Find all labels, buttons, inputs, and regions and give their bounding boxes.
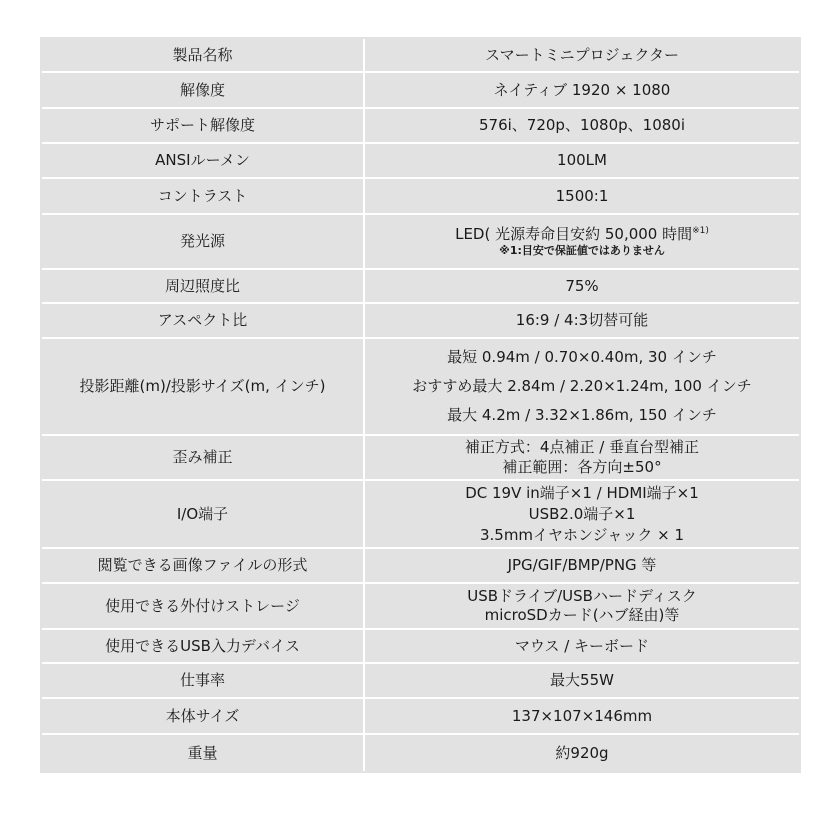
spec-value (365, 339, 799, 436)
spec-value (365, 179, 799, 215)
value-line: 補正方式：4点補正 / 垂直台型補正 (464, 438, 700, 456)
value-line: マウス / キーボード (514, 636, 650, 655)
value-line: JPG/GIF/BMP/PNG 等 (507, 556, 657, 575)
footnote-marker: ※1) (692, 226, 709, 237)
value-line: 3.5mmイヤホンジャック × 1 (479, 525, 685, 544)
spec-value (365, 584, 799, 630)
spec-value (365, 481, 799, 549)
spec-label: 歪み補正 (42, 436, 365, 481)
spec-label: 投影距離(m)/投影サイズ(m, インチ) (42, 339, 365, 436)
spec-value (365, 144, 799, 179)
value-line: 最大 4.2m / 3.32×1.86m, 150 インチ (447, 406, 717, 425)
spec-label: アスペクト比 (42, 304, 365, 339)
spec-label: 使用できる外付けストレージ (42, 584, 365, 630)
spec-label: 周辺照度比 (42, 270, 365, 304)
spec-value (365, 39, 799, 73)
spec-value (365, 73, 799, 109)
value-line: 576i、720p、1080p、1080i (479, 116, 685, 135)
spec-label: 製品名称 (42, 39, 365, 73)
value-line: USB2.0端子×1 (528, 504, 636, 523)
spec-label: 使用できるUSB入力デバイス (42, 630, 365, 664)
value-line: LED( 光源寿命目安約 50,000 時間$^{※1)}$ (455, 225, 709, 244)
spec-label: 閲覧できる画像ファイルの形式 (42, 549, 365, 584)
spec-value (365, 549, 799, 584)
spec-label: 解像度 (42, 73, 365, 109)
value-line: おすすめ最大 2.84m / 2.20×1.24m, 100 インチ (412, 376, 752, 395)
spec-value (365, 215, 799, 270)
spec-value (365, 735, 799, 771)
value-line: スマートミニプロジェクター (484, 45, 680, 64)
spec-value (365, 699, 799, 735)
spec-label: コントラスト (42, 179, 365, 215)
spec-label: 仕事率 (42, 664, 365, 699)
value-line: DC 19V in端子×1 / HDMI端子×1 (465, 483, 699, 502)
value-line: USBドライブ/USBハードディスク (467, 586, 697, 605)
value-line: 16:9 / 4:3切替可能 (515, 311, 649, 330)
value-line: 137×107×146mm (511, 706, 653, 725)
spec-table (40, 37, 801, 773)
footnote-note: ※1:目安で保証値ではありません (499, 244, 665, 258)
spec-value (365, 270, 799, 304)
value-line: 最大55W (550, 671, 614, 690)
spec-value (365, 630, 799, 664)
spec-label: I/O端子 (42, 481, 365, 549)
value-line: 最短 0.94m / 0.70×0.40m, 30 インチ (447, 347, 717, 366)
spec-label: サポート解像度 (42, 109, 365, 144)
value-line: 75% (565, 276, 599, 295)
spec-label: 重量 (42, 735, 365, 771)
spec-value (365, 304, 799, 339)
value-line: 1500:1 (555, 186, 609, 205)
spec-value (365, 664, 799, 699)
spec-label: ANSIルーメン (42, 144, 365, 179)
spec-value (365, 109, 799, 144)
spec-label: 発光源 (42, 215, 365, 270)
value-line: 約920g (555, 743, 609, 762)
value-line: ネイティブ 1920 × 1080 (493, 80, 671, 99)
spec-label: 本体サイズ (42, 699, 365, 735)
value-line: 補正範囲：各方向±50° (502, 457, 662, 476)
value-line: 100LM (557, 151, 607, 170)
spec-value (365, 436, 799, 481)
value-line: microSDカード(ハブ経由)等 (484, 606, 680, 624)
